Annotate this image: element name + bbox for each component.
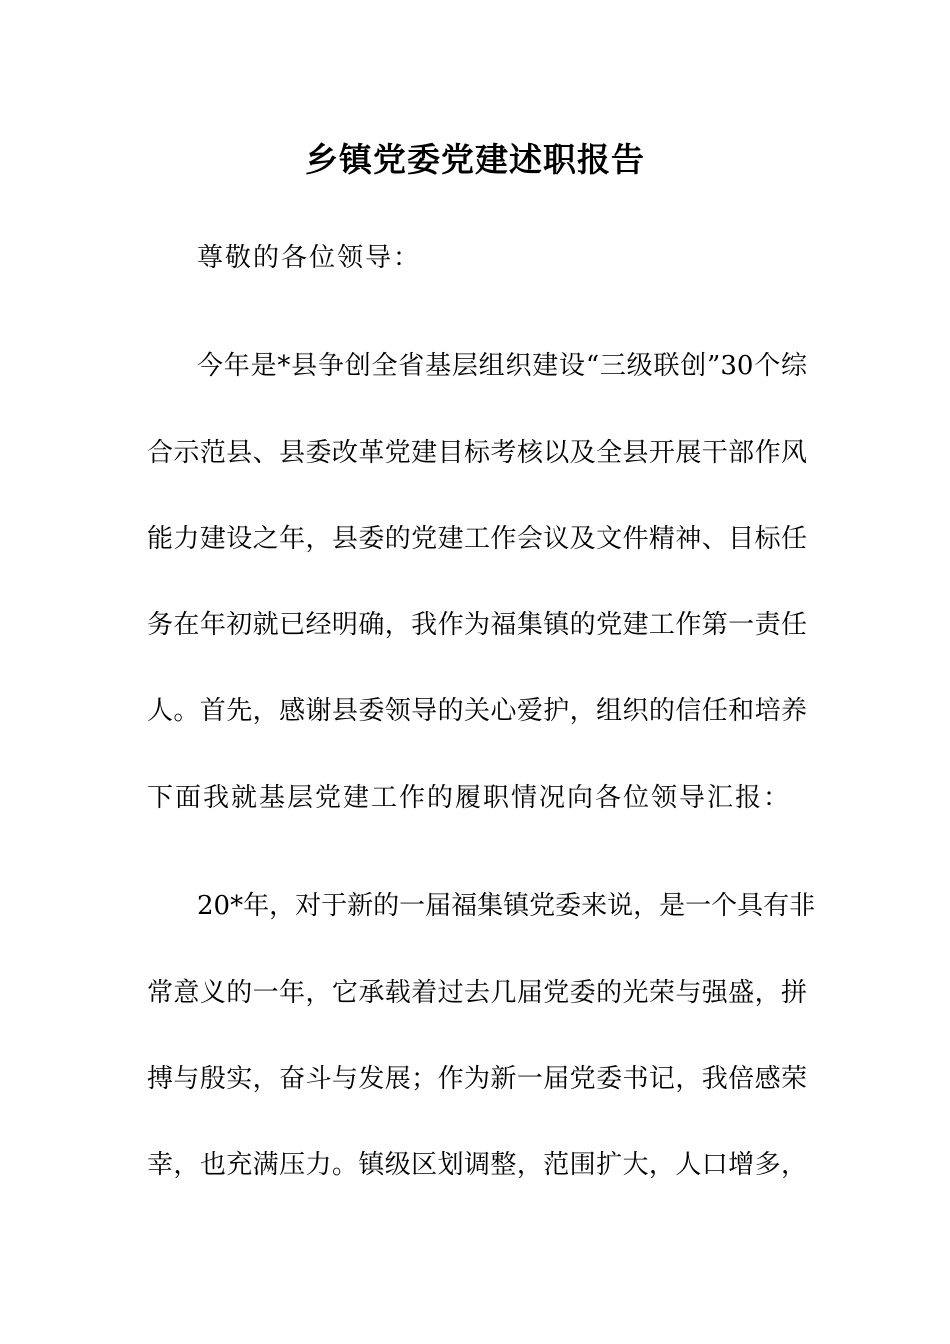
paragraph-2-line-4: 幸，也充满压力。镇级区划调整，范围扩大，人口增多， <box>147 1150 807 1180</box>
paragraph-1-line-3: 能力建设之年，县委的党建工作会议及文件精神、目标任 <box>147 524 807 554</box>
paragraph-2-line-2: 常意义的一年，它承载着过去几届党委的光荣与强盛，拼 <box>147 978 807 1008</box>
paragraph-2-line-3: 搏与殷实，奋斗与发展；作为新一届党委书记，我倍感荣 <box>147 1064 807 1094</box>
paragraph-1-line-1: 今年是*县争创全省基层组织建设“三级联创”30个综 <box>197 351 807 381</box>
paragraph-1-line-5: 人。首先，感谢县委领导的关心爱护，组织的信任和培养 <box>147 696 807 726</box>
salutation: 尊敬的各位领导： <box>197 243 422 273</box>
paragraph-2-line-1: 20*年，对于新的一届福集镇党委来说，是一个具有非 <box>197 891 816 921</box>
paragraph-1-line-6: 下面我就基层党建工作的履职情况向各位领导汇报： <box>147 783 792 813</box>
document-title: 乡镇党委党建述职报告 <box>305 140 645 179</box>
paragraph-1-line-2: 合示范县、县委改革党建目标考核以及全县开展干部作风 <box>147 438 807 468</box>
paragraph-1-line-4: 务在年初就已经明确，我作为福集镇的党建工作第一责任 <box>147 610 807 640</box>
